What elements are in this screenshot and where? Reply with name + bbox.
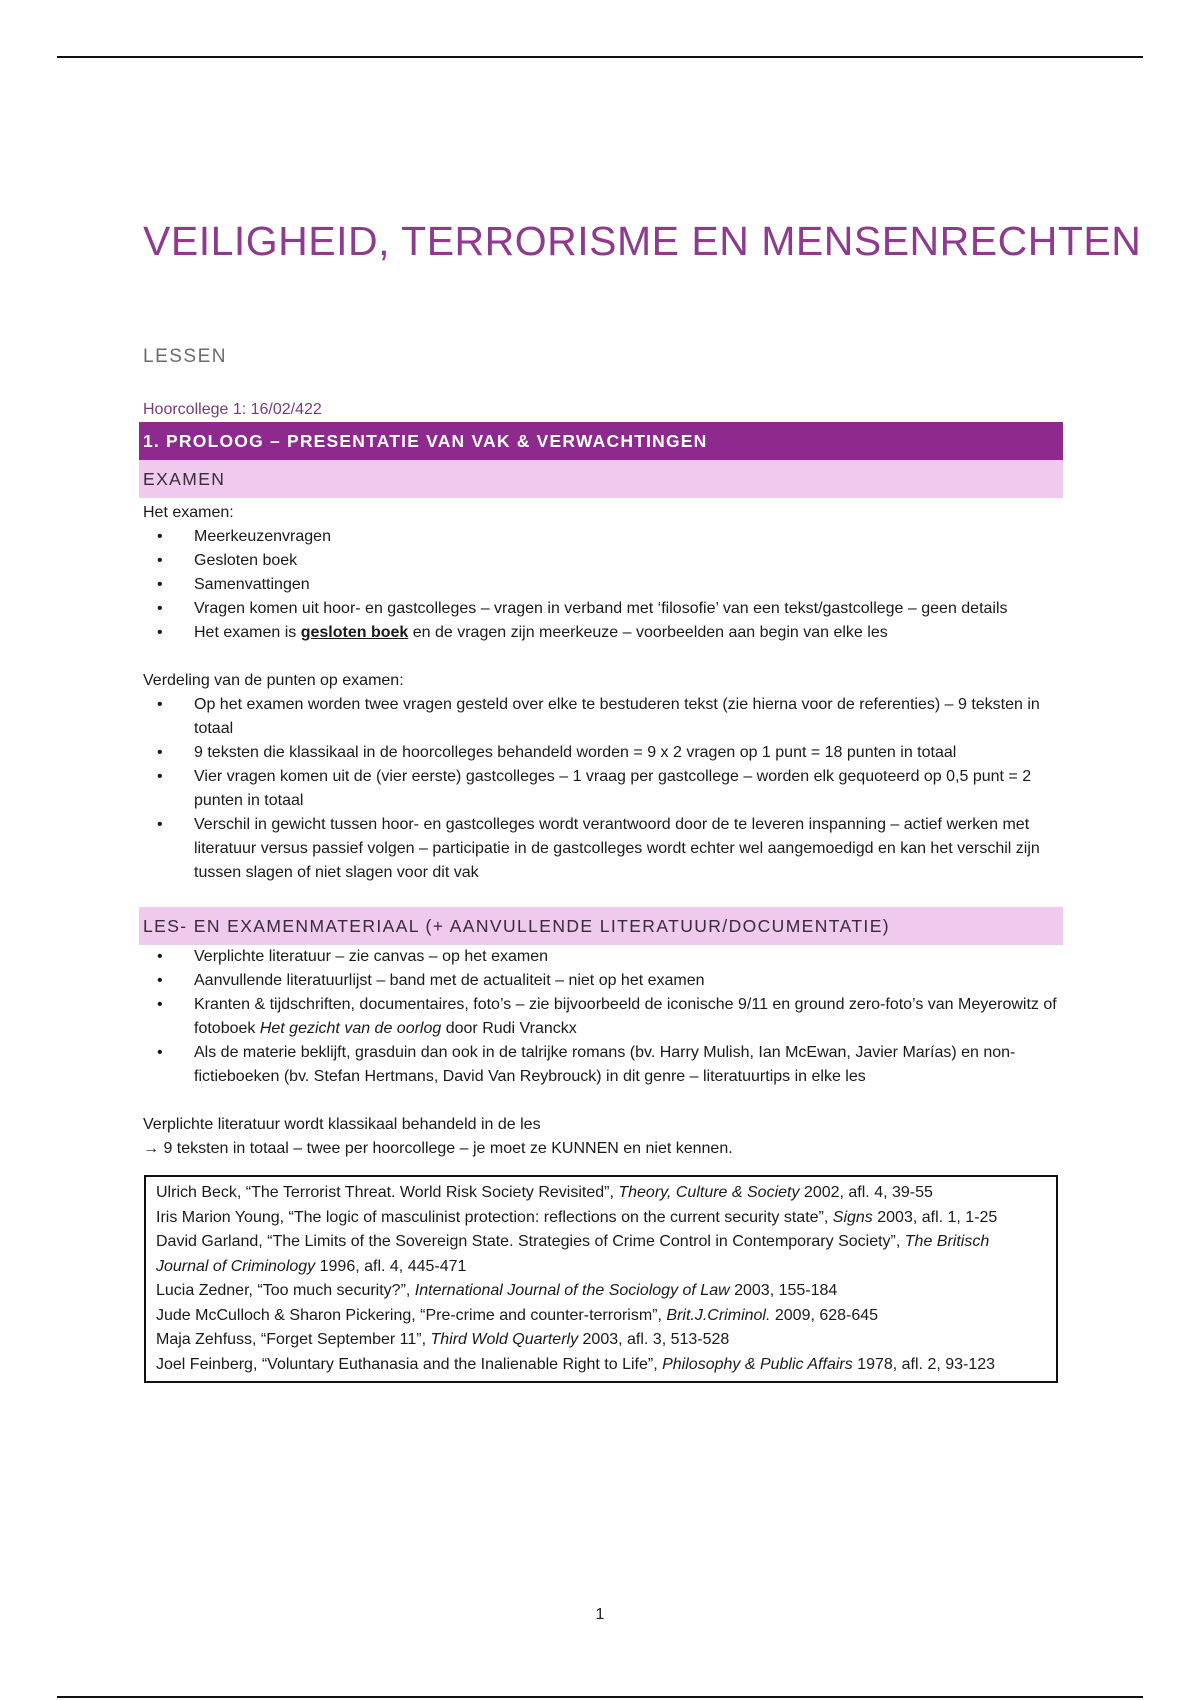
- exam-heading: EXAMEN: [139, 460, 1063, 498]
- bullet-icon: •: [157, 948, 163, 965]
- list-item: • Vier vragen komen uit de (vier eerste) gastcolleges – 1 vraag per gastcollege – worden elk gequoteerd op 0,5 punt = 2 punten in totaal: [143, 765, 1063, 813]
- distribution-intro: Verdeling van de punten op examen:: [143, 672, 404, 689]
- literature-note: Verplichte literatuur wordt klassikaal behandeld in de les: [143, 1116, 541, 1133]
- list-item: • Op het examen worden twee vragen gesteld over elke te bestuderen tekst (zie hierna voor de referenties) – 9 teksten in totaal: [143, 693, 1063, 741]
- bullet-icon: •: [157, 576, 163, 593]
- list-item: • Meerkeuzenvragen: [143, 525, 1063, 549]
- list-item: • Verschil in gewicht tussen hoor- en gastcolleges wordt verantwoord door de te leveren inspanning – actief werken met literatuur versus passief volgen – participatie in de gastcolleges wordt echter wel aangemoedigd en kan het verschil zijn tussen slagen of niet slagen voor dit vak: [143, 813, 1063, 885]
- book-title: Het gezicht van de oorlog: [259, 1020, 442, 1037]
- literature-note-arrow: → 9 teksten in totaal – twee per hoorcollege – je moet ze KUNNEN en niet kennen.: [143, 1140, 733, 1157]
- list-item: • 9 teksten die klassikaal in de hoorcolleges behandeld worden = 9 x 2 vragen op 1 punt = 18 punten in totaal: [143, 741, 1063, 765]
- reference-item: Lucia Zedner, “Too much security?”, International Journal of the Sociology of Law 2003, 155-184: [156, 1282, 838, 1299]
- list-item: • Samenvattingen: [143, 573, 1063, 597]
- page-number: 1: [595, 1606, 605, 1623]
- bullet-icon: •: [157, 768, 163, 785]
- bullet-icon: •: [157, 816, 163, 833]
- exam-list: [143, 525, 1063, 645]
- bullet-icon: •: [157, 528, 163, 545]
- reference-item: Jude McCulloch & Sharon Pickering, “Pre-crime and counter-terrorism”, Brit.J.Criminol. 2009, 628-645: [156, 1306, 879, 1324]
- materials-list: [143, 945, 1063, 1089]
- document-title: VEILIGHEID, TERRORISME EN MENSENRECHTEN: [143, 218, 1142, 264]
- bullet-icon: •: [157, 1044, 163, 1061]
- section-label: LESSEN: [143, 346, 227, 367]
- list-item: • Gesloten boek: [143, 549, 1063, 573]
- bullet-icon: •: [157, 624, 163, 641]
- reference-item: Joel Feinberg, “Voluntary Euthanasia and the Inalienable Right to Life”, Philosophy & Public Affairs 1978, afl. 2, 93-123: [156, 1355, 996, 1373]
- list-item: • Aanvullende literatuurlijst – band met de actualiteit – niet op het examen: [143, 969, 1063, 993]
- lecture-date: Hoorcollege 1: 16/02/422: [143, 401, 322, 418]
- reference-item: Ulrich Beck, “The Terrorist Threat. World Risk Society Revisited”, Theory, Culture & Society 2002, afl. 4, 39-55: [156, 1184, 933, 1201]
- reference-item: Maja Zehfuss, “Forget September 11”, Third Wold Quarterly 2003, afl. 3, 513-528: [156, 1331, 730, 1348]
- document-body: [143, 398, 1063, 1383]
- bullet-icon: •: [157, 744, 163, 761]
- materials-heading: LES- EN EXAMENMATERIAAL (+ AANVULLENDE LITERATUUR/DOCUMENTATIE): [139, 907, 1063, 945]
- header-rule: [57, 56, 1143, 58]
- reference-item: Iris Marion Young, “The logic of masculinist protection: reflections on the current security state”, Signs 2003, afl. 1, 1-25: [156, 1208, 998, 1226]
- emphasis-closed-book: gesloten boek: [300, 624, 409, 641]
- bullet-icon: •: [157, 552, 163, 569]
- bullet-icon: •: [157, 972, 163, 989]
- exam-intro: Het examen:: [143, 504, 234, 521]
- list-item: • Als de materie beklijft, grasduin dan ook in de talrijke romans (bv. Harry Mulish, Ian McEwan, Javier Marías) en non-fictieboeken (bv. Stefan Hertmans, David Van Reybrouck) in dit genre – literatuurtips in elke les: [143, 1041, 1063, 1089]
- list-item: • Vragen komen uit hoor- en gastcolleges – vragen in verband met ‘filosofie’ van een tekst/gastcollege – geen details: [143, 597, 1063, 621]
- bullet-icon: •: [157, 696, 163, 713]
- distribution-list: [143, 693, 1063, 885]
- bullet-icon: •: [157, 600, 163, 617]
- chapter-heading: 1. PROLOOG – PRESENTATIE VAN VAK & VERWACHTINGEN: [139, 422, 1063, 460]
- list-item: • Het examen is gesloten boek en de vragen zijn meerkeuze – voorbeelden aan begin van elke les: [143, 621, 1063, 645]
- bullet-icon: •: [157, 996, 163, 1013]
- reference-item: David Garland, “The Limits of the Sovereign State. Strategies of Crime Control in Contemporary Society”, The Britisch Journal of Criminology 1996, afl. 4, 445-471: [156, 1233, 990, 1275]
- list-item: • Verplichte literatuur – zie canvas – op het examen: [143, 945, 1063, 969]
- footer-rule: [57, 1696, 1143, 1698]
- list-item: • Kranten & tijdschriften, documentaires, foto’s – zie bijvoorbeeld de iconische 9/11 en ground zero-foto’s van Meyerowitz of fotoboek Het gezicht van de oorlog door Rudi Vranckx: [143, 993, 1063, 1041]
- references-box: [144, 1175, 1058, 1383]
